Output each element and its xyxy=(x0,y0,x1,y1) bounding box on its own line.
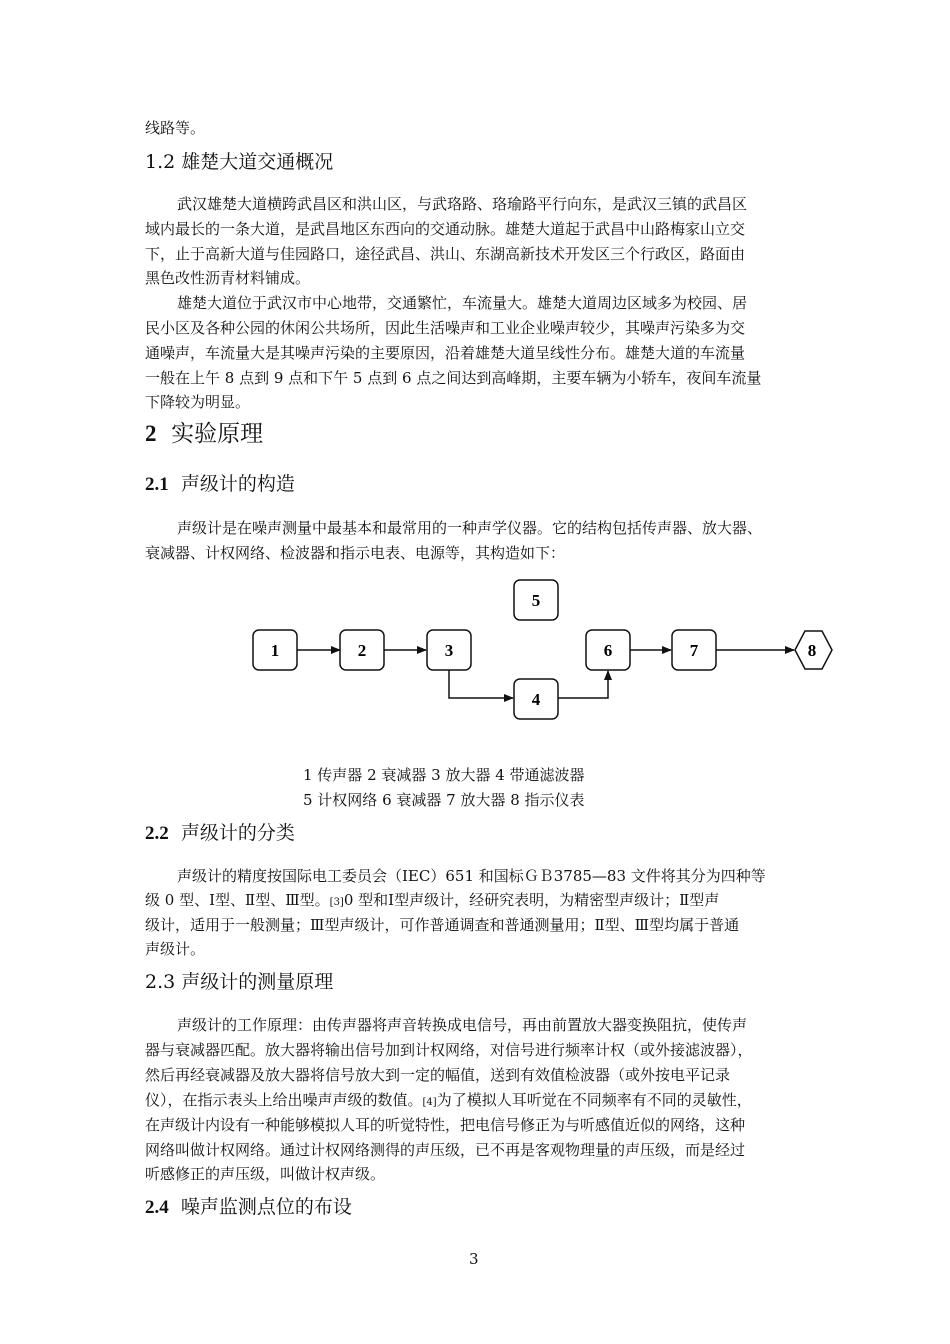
text-line: 民小区及各种公园的休闲公共场所，因此生活噪声和工业企业噪声较少，其噪声污染多为交 xyxy=(145,319,746,337)
section-number: 2.2 xyxy=(145,823,169,844)
text-line: 然后再经衰减器及放大器将信号放大到一定的幅值，送到有效值检波器（或外按电平记录 xyxy=(145,1066,731,1084)
section-heading-1-2: 1.2 雄楚大道交通概况 xyxy=(145,151,334,173)
block-5-label: 5 xyxy=(531,591,541,610)
section-heading-2-4 xyxy=(145,1193,352,1222)
text-line: 听感修正的声压级，叫做计权声级。 xyxy=(145,1165,386,1183)
text-line xyxy=(145,888,719,915)
arrow-4-6 xyxy=(557,671,608,698)
text-line: 黑色改性沥青材料铺成。 xyxy=(145,269,311,287)
block-4-label: 4 xyxy=(531,690,541,709)
text-span: 级 0 型、Ⅰ型、Ⅱ型、Ⅲ型。 xyxy=(145,891,330,909)
block-6-label: 6 xyxy=(603,641,613,660)
block-8-label: 8 xyxy=(807,641,817,660)
block-5 xyxy=(514,580,558,620)
section-number: 2.1 xyxy=(145,474,169,495)
text-line: 下降较为明显。 xyxy=(145,393,251,411)
block-3-label: 3 xyxy=(444,641,454,660)
text-line: 域内最长的一条大道，是武昌地区东西向的交通动脉。雄楚大道起于武昌中山路梅家山立交 xyxy=(145,220,746,238)
diagram-caption-line-1: 1 传声器 2 衰减器 3 放大器 4 带通滤波器 xyxy=(303,766,585,784)
block-2 xyxy=(340,630,384,670)
page-number: 3 xyxy=(469,1250,479,1268)
text-line: 下，止于高新大道与佳园路口，途径武昌、洪山、东湖高新技术开发区三个行政区，路面由 xyxy=(145,245,746,263)
text-span: 为了模拟人耳听觉在不同频率有不同的灵敏性， xyxy=(436,1091,752,1109)
block-7 xyxy=(672,630,716,670)
text-line: 声级计的工作原理：由传声器将声音转换成电信号，再由前置放大器变换阻抗，使传声 xyxy=(177,1016,748,1034)
section-heading-2-3: 2.3 声级计的测量原理 xyxy=(145,971,334,993)
text-line: 通噪声，车流量大是其噪声污染的主要原因，沿着雄楚大道呈线性分布。雄楚大道的车流量 xyxy=(145,344,746,362)
section-title: 实验原理 xyxy=(171,421,264,447)
text-line: 网络叫做计权网络。通过计权网络测得的声压级，已不再是客观物理量的声压级，而是经过 xyxy=(145,1141,746,1159)
arrow-3-4 xyxy=(449,670,513,698)
section-number: 2 xyxy=(145,421,157,446)
diagram-caption-line-2: 5 计权网络 6 衰减器 7 放大器 8 指示仪表 xyxy=(303,791,585,809)
text-line: 级计，适用于一般测量；Ⅲ型声级计，可作普通调查和普通测量用；Ⅱ型、Ⅲ型均属于普通 xyxy=(145,916,740,934)
text-span: 仪），在指示表头上给出噪声声级的数值。 xyxy=(145,1091,423,1109)
section-heading-2 xyxy=(145,418,263,450)
block-1 xyxy=(253,630,297,670)
text-line: 雄楚大道位于武汉市中心地带，交通繁忙，车流量大。雄楚大道周边区域多为校园、居 xyxy=(177,294,748,312)
text-line: 在声级计内设有一种能够模拟人耳的听觉特性，把电信号修正为与听感值近似的网络，这种 xyxy=(145,1116,746,1134)
section-heading-2-1 xyxy=(145,470,295,499)
section-heading-2-2 xyxy=(145,819,295,848)
sound-level-meter-block-diagram xyxy=(0,570,950,760)
block-7-label: 7 xyxy=(689,641,699,660)
text-line: 器与衰减器匹配。放大器将输出信号加到计权网络，对信号进行频率计权（或外接滤波器）， xyxy=(145,1041,753,1059)
text-line: 声级计。 xyxy=(145,940,206,958)
block-2-label: 2 xyxy=(357,641,367,660)
block-6 xyxy=(586,630,630,670)
block-4 xyxy=(514,679,558,719)
text-line: 武汉雄楚大道横跨武昌区和洪山区，与武珞路、珞瑜路平行向东，是武汉三镇的武昌区 xyxy=(177,195,748,213)
block-8 xyxy=(795,631,832,669)
text-line: 一般在上午 8 点到 9 点和下午 5 点到 6 点之间达到高峰期，主要车辆为小轿车，夜间车流量 xyxy=(145,369,762,387)
section-title: 噪声监测点位的布设 xyxy=(180,1196,352,1218)
section-title: 声级计的分类 xyxy=(180,822,295,844)
text-line: 衰减器、计权网络、检波器和指示电表、电源等，其构造如下： xyxy=(145,544,566,562)
section-title: 声级计的构造 xyxy=(180,473,295,495)
text-line: 声级计是在噪声测量中最基本和最常用的一种声学仪器。它的结构包括传声器、放大器、 xyxy=(177,519,763,537)
text-span: 0 型和Ⅰ型声级计，经研究表明，为精密型声级计；Ⅱ型声 xyxy=(343,891,720,909)
citation-mark: [4] xyxy=(422,1097,437,1108)
section-number: 2.4 xyxy=(145,1197,169,1218)
paragraph-fragment: 线路等。 xyxy=(145,119,206,137)
block-3 xyxy=(427,630,471,670)
text-line xyxy=(145,1088,752,1115)
citation-mark: [3] xyxy=(329,897,344,908)
block-1-label: 1 xyxy=(270,641,280,660)
text-line: 声级计的精度按国际电工委员会（IEC）651 和国标ＧＢ3785—83 文件将其分为四种等 xyxy=(177,867,766,885)
